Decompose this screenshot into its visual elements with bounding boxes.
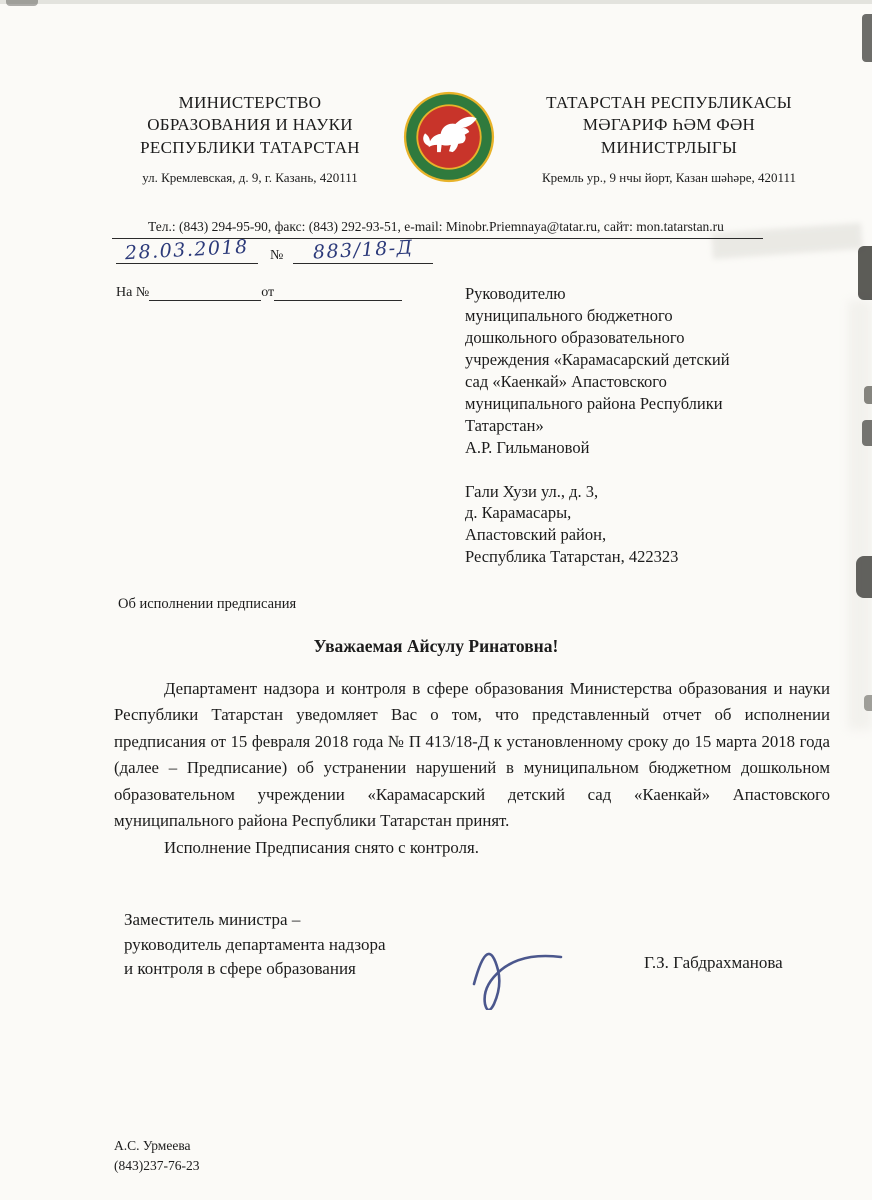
- salutation: Уважаемая Айсулу Ринатовна!: [313, 636, 559, 656]
- recipient-line: А.Р. Гильмановой: [465, 437, 590, 457]
- recipient-line: дошкольного образовательного: [465, 327, 685, 347]
- org-name-line: МӘГАРИФ ҺӘМ ФӘН: [582, 115, 756, 135]
- scan-artifact: [862, 14, 872, 62]
- recipient-address-line: д. Карамасары,: [465, 503, 572, 523]
- number-fill-line: [293, 236, 433, 264]
- reply-na-label: На №: [116, 285, 150, 300]
- reply-ot-label: от: [261, 285, 275, 300]
- scan-artifact: [864, 695, 872, 711]
- handwritten-number: 883/18-Д: [312, 236, 415, 264]
- signer-position-line: и контроля в сфере образования: [124, 959, 356, 979]
- executor-block: [114, 1136, 199, 1177]
- contact-line: Тел.: (843) 294-95-90, факс: (843) 292-93-51, e-mail: Minobr.Priemnaya@tatar.ru, сайт: mon.tatarstan.ru: [148, 219, 724, 234]
- recipient-line: учреждения «Карамасарский детский: [465, 349, 730, 369]
- executor-phone: (843)237-76-23: [114, 1158, 200, 1174]
- executor-name: А.С. Урмеева: [114, 1138, 191, 1153]
- org-name-line: МИНИСТРЛЫГЫ: [600, 137, 738, 157]
- signer-position: [124, 908, 386, 982]
- recipient-line: муниципального района Республики: [465, 393, 723, 413]
- recipient-address-line: Апастовский район,: [465, 525, 607, 545]
- scan-artifact: [858, 246, 872, 300]
- org-address-russian: ул. Кремлевская, д. 9, г. Казань, 420111: [142, 170, 358, 186]
- recipient-address: [465, 481, 837, 569]
- scan-artifact: [864, 386, 872, 404]
- recipient-address-line: Гали Хузи ул., д. 3,: [465, 481, 599, 501]
- recipient-line: Татарстан»: [465, 415, 544, 435]
- handwritten-date: 28.03.2018: [124, 235, 250, 265]
- scan-artifact: [0, 0, 872, 4]
- date-fill-line: [116, 235, 258, 265]
- recipient-block: [465, 283, 837, 568]
- outgoing-number-row: [116, 235, 476, 265]
- scan-artifact: [856, 556, 872, 598]
- reply-reference-row: [116, 278, 476, 301]
- body-paragraph: Департамент надзора и контроля в сфере образования Министерства образования и науки Республики Татарстан уведомляет Вас о том, что представленный отчет об исполнении предписания от 15 февраля 2018 года № П 413/18-Д к установленному сроку до 15 марта 2018 года (далее – Предписание) об устранении нарушений в муниципальном бюджетном дошкольном образовательном учреждении «Карамасарский детский сад «Каенкай» Апастовского муниципального района Республики Татарстан принят.: [114, 679, 830, 831]
- letterhead: [104, 92, 836, 186]
- letter-body: [114, 676, 830, 861]
- ministry-name-tatar: [502, 92, 836, 186]
- org-name-line: ОБРАЗОВАНИЯ И НАУКИ: [147, 115, 353, 135]
- handwritten-signature: [466, 922, 578, 1010]
- recipient-line: Руководителю: [465, 284, 566, 303]
- recipient-line: муниципального бюджетного: [465, 305, 673, 325]
- signer-position-line: руководитель департамента надзора: [124, 934, 386, 954]
- scan-artifact: [862, 420, 872, 446]
- signer-name: Г.З. Габдрахманова: [644, 953, 783, 972]
- signer-position-line: Заместитель министра –: [124, 910, 301, 929]
- org-name-line: ТАТАРСТАН РЕСПУБЛИКАСЫ: [546, 93, 792, 112]
- body-paragraph: Исполнение Предписания снято с контроля.: [164, 837, 479, 857]
- subject-line: Об исполнении предписания: [118, 596, 297, 612]
- number-sign-label: №: [270, 248, 284, 263]
- scan-artifact: [6, 0, 38, 6]
- tatarstan-emblem-icon: [403, 91, 495, 183]
- reply-date-fill-line: [274, 278, 402, 301]
- scan-artifact: [848, 300, 872, 730]
- recipient-address-line: Республика Татарстан, 422323: [465, 547, 679, 567]
- ministry-name-russian: [104, 92, 396, 186]
- org-name-line: РЕСПУБЛИКИ ТАТАРСТАН: [140, 137, 360, 157]
- reply-number-fill-line: [149, 278, 261, 301]
- org-address-tatar: Кремль ур., 9 нчы йорт, Казан шәһәре, 420111: [541, 170, 797, 186]
- reference-block: [116, 235, 476, 301]
- recipient-line: сад «Каенкай» Апастовского: [465, 371, 667, 391]
- org-name-line: МИНИСТЕРСТВО: [178, 93, 322, 112]
